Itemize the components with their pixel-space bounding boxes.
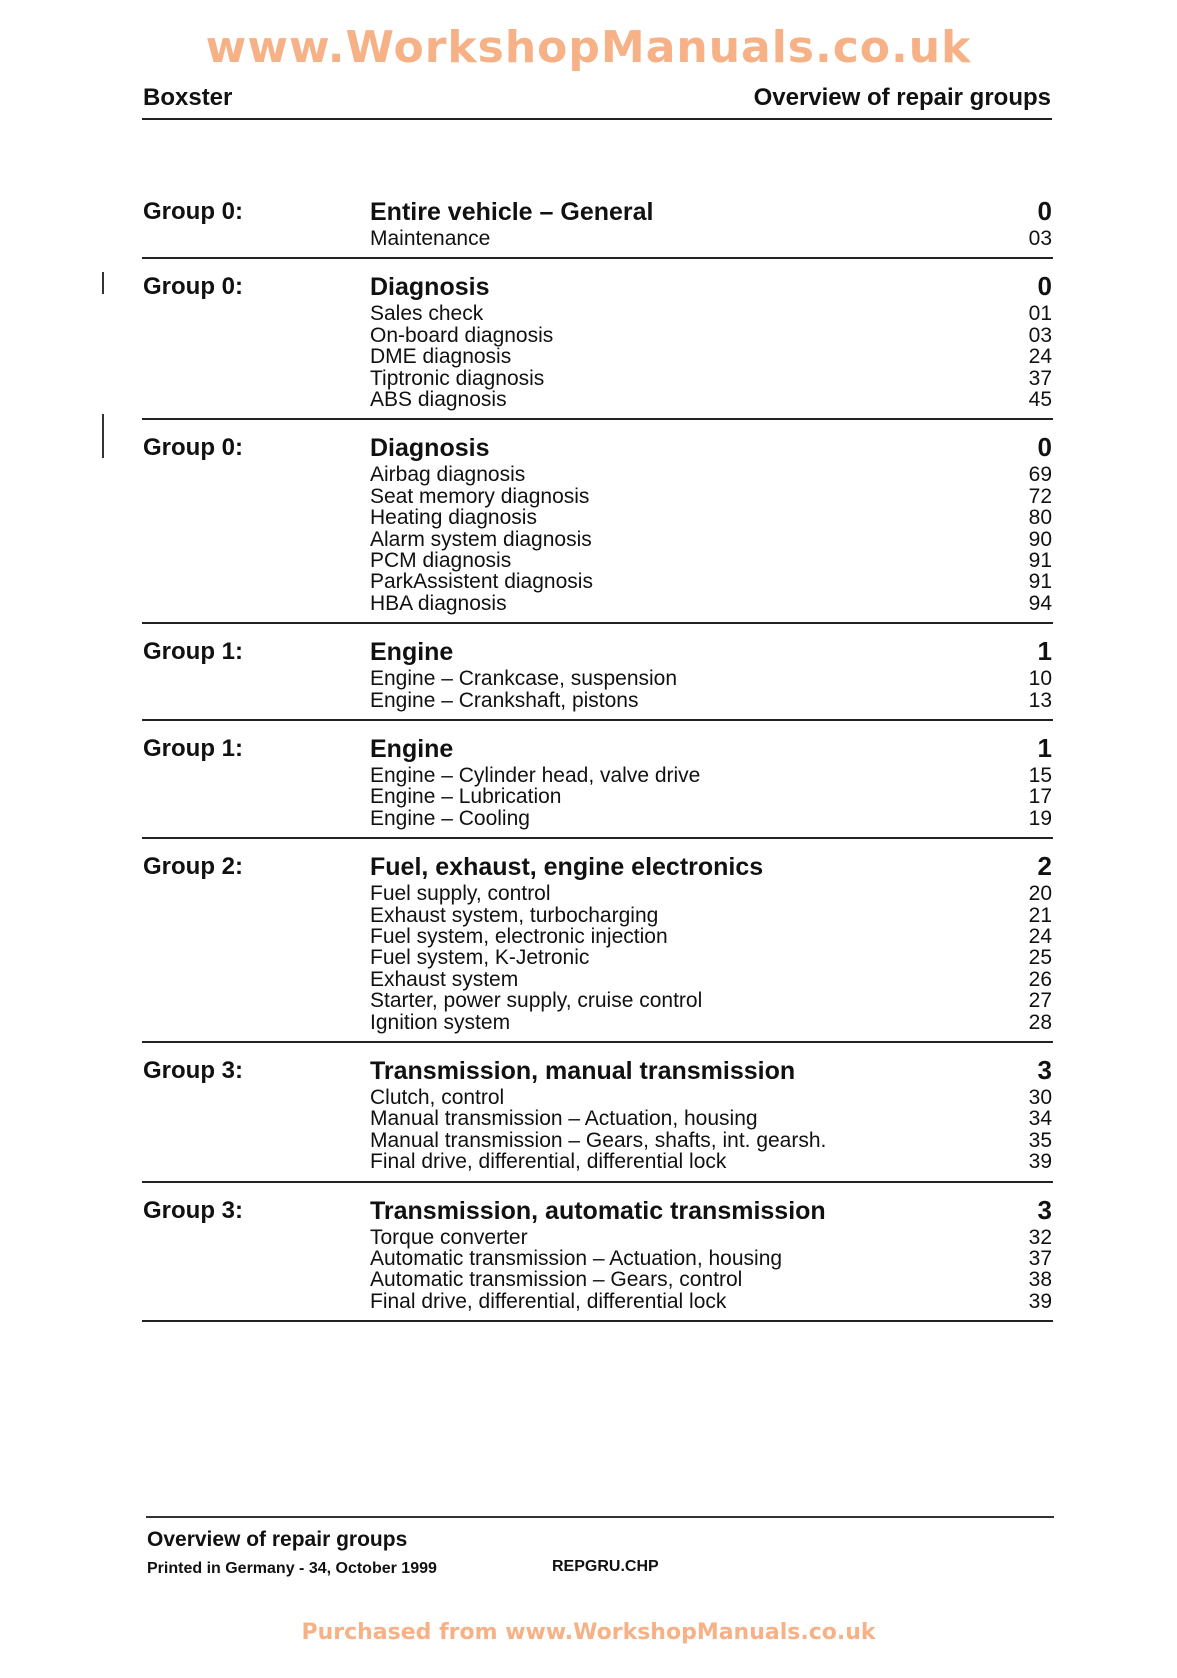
group-label: Group 1:: [143, 638, 243, 666]
group-number: 1: [1037, 636, 1052, 667]
group-label: Group 2:: [143, 853, 243, 881]
repair-item: Alarm system diagnosis: [370, 527, 592, 551]
footer-title: Overview of repair groups: [147, 1528, 408, 1551]
repair-item: Fuel supply, control: [370, 882, 551, 906]
repair-code: 20: [1028, 882, 1052, 906]
group-items: [370, 765, 700, 829]
header-title: Overview of repair groups: [753, 84, 1051, 111]
repair-code: 34: [1028, 1107, 1052, 1131]
repair-item: Fuel system, K-Jetronic: [370, 946, 590, 970]
group-label: Group 0:: [143, 273, 243, 301]
repair-code: 25: [1028, 946, 1052, 970]
watermark-top: www.WorkshopManuals.co.uk: [205, 22, 972, 73]
group-label: Group 3:: [143, 1196, 243, 1224]
repair-item: Manual transmission – Actuation, housing: [370, 1107, 758, 1131]
repair-code: 80: [1028, 506, 1052, 530]
group-divider: [142, 719, 1053, 721]
group-number: 1: [1037, 733, 1052, 763]
repair-item: Starter, power supply, cruise control: [370, 989, 703, 1013]
group-items: [370, 228, 490, 249]
repair-item: HBA diagnosis: [370, 591, 507, 615]
repair-code: 35: [1028, 1128, 1052, 1152]
repair-item: Clutch, control: [370, 1086, 505, 1109]
repair-item: Torque converter: [370, 1225, 528, 1249]
group-codes: [1029, 883, 1052, 1033]
group-items: [370, 303, 553, 410]
repair-item: Exhaust system, turbocharging: [370, 903, 659, 927]
repair-code: 32: [1028, 1225, 1052, 1249]
repair-item: Engine – Crankcase, suspension: [370, 667, 678, 691]
repair-item: Engine – Cooling: [370, 806, 530, 830]
group-label: Group 0:: [143, 434, 243, 462]
repair-item: Seat memory diagnosis: [370, 484, 590, 508]
repair-code: 24: [1028, 924, 1052, 948]
repair-code: 37: [1028, 1246, 1052, 1270]
repair-code: 69: [1028, 463, 1052, 487]
group-title: Fuel, exhaust, engine electronics: [370, 853, 764, 882]
repair-code: 38: [1028, 1268, 1052, 1292]
repair-item: Exhaust system: [370, 967, 519, 991]
repair-item: Heating diagnosis: [370, 506, 537, 530]
group-divider: [142, 418, 1053, 420]
repair-item: DME diagnosis: [370, 345, 512, 369]
repair-code: 90: [1028, 527, 1052, 551]
group-codes: [1029, 1227, 1052, 1313]
repair-item: Ignition system: [370, 1010, 511, 1034]
repair-item: Final drive, differential, differential lock: [370, 1289, 727, 1313]
repair-item: Engine – Crankshaft, pistons: [370, 688, 639, 712]
repair-item: Sales check: [370, 302, 484, 326]
group-codes: [1029, 303, 1052, 410]
group-codes: [1029, 668, 1052, 711]
footer-file-name: REPGRU.CHP: [552, 1558, 659, 1575]
group-title: Transmission, automatic transmission: [370, 1196, 826, 1225]
repair-code: 27: [1028, 989, 1052, 1013]
repair-code: 30: [1028, 1086, 1052, 1109]
repair-item: Automatic transmission – Actuation, housing: [370, 1246, 783, 1270]
repair-item: Final drive, differential, differential lock: [370, 1150, 727, 1174]
group-divider: [142, 1181, 1053, 1183]
group-items: [370, 464, 593, 614]
repair-code: 94: [1028, 591, 1052, 615]
group-label: Group 1:: [143, 735, 243, 762]
repair-code: 21: [1028, 903, 1052, 927]
repair-code: 19: [1028, 806, 1052, 830]
header-model: Boxster: [143, 84, 233, 111]
group-title: Entire vehicle – General: [370, 198, 654, 226]
group-divider: [142, 257, 1053, 259]
repair-item: PCM diagnosis: [370, 548, 512, 572]
repair-code: 01: [1028, 302, 1052, 326]
footer-print-info: Printed in Germany - 34, October 1999: [147, 1560, 437, 1577]
group-codes: [1029, 1087, 1052, 1173]
group-number: 3: [1037, 1055, 1052, 1085]
group-title: Engine: [370, 638, 454, 667]
group-items: [370, 668, 677, 711]
group-label: Group 0:: [143, 198, 243, 225]
group-number: 0: [1037, 271, 1052, 302]
repair-code: 72: [1028, 484, 1052, 508]
group-items: [370, 1227, 782, 1313]
group-divider: [142, 1320, 1053, 1322]
repair-code: 91: [1028, 570, 1052, 594]
repair-code: 24: [1028, 345, 1052, 369]
group-number: 3: [1037, 1194, 1052, 1225]
repair-code: 91: [1028, 548, 1052, 572]
repair-item: ParkAssistent diagnosis: [370, 570, 593, 594]
repair-item: Engine – Lubrication: [370, 785, 562, 809]
change-bar: [102, 272, 104, 294]
footer-rule: [146, 1516, 1054, 1518]
repair-item: On-board diagnosis: [370, 323, 554, 347]
repair-item: Automatic transmission – Gears, control: [370, 1268, 743, 1292]
group-number: 2: [1037, 851, 1052, 882]
repair-item: Engine – Cylinder head, valve drive: [370, 764, 701, 787]
change-bar: [102, 414, 104, 458]
group-title: Diagnosis: [370, 273, 490, 302]
repair-code: 10: [1028, 667, 1052, 691]
group-title: Engine: [370, 735, 454, 763]
group-codes: [1029, 765, 1052, 829]
group-divider: [142, 1041, 1053, 1043]
repair-code: 37: [1028, 366, 1052, 390]
repair-code: 13: [1028, 688, 1052, 712]
repair-code: 45: [1028, 387, 1052, 411]
repair-code: 39: [1028, 1150, 1052, 1174]
repair-code: 17: [1028, 785, 1052, 809]
repair-code: 28: [1028, 1010, 1052, 1034]
repair-code: 03: [1028, 323, 1052, 347]
repair-code: 39: [1028, 1289, 1052, 1313]
group-number: 0: [1037, 196, 1052, 226]
group-items: [370, 883, 702, 1033]
repair-item: Airbag diagnosis: [370, 463, 526, 487]
group-title: Diagnosis: [370, 434, 490, 463]
group-items: [370, 1087, 826, 1173]
group-codes: [1029, 464, 1052, 614]
repair-item: Manual transmission – Gears, shafts, int. gearsh.: [370, 1128, 827, 1152]
group-divider: [142, 622, 1053, 624]
watermark-bottom: Purchased from www.WorkshopManuals.co.uk: [301, 1620, 876, 1645]
group-title: Transmission, manual transmission: [370, 1057, 796, 1085]
page-header: [143, 84, 1051, 120]
repair-item: Fuel system, electronic injection: [370, 924, 668, 948]
repair-item: Maintenance: [370, 227, 491, 250]
group-divider: [142, 837, 1053, 839]
group-label: Group 3:: [143, 1057, 243, 1084]
header-rule: [142, 118, 1052, 120]
repair-code: 15: [1028, 764, 1052, 787]
repair-code: 26: [1028, 967, 1052, 991]
repair-code: 03: [1028, 227, 1052, 250]
repair-item: Tiptronic diagnosis: [370, 366, 545, 390]
group-codes: [1029, 228, 1052, 249]
group-number: 0: [1037, 432, 1052, 463]
repair-item: ABS diagnosis: [370, 387, 507, 411]
